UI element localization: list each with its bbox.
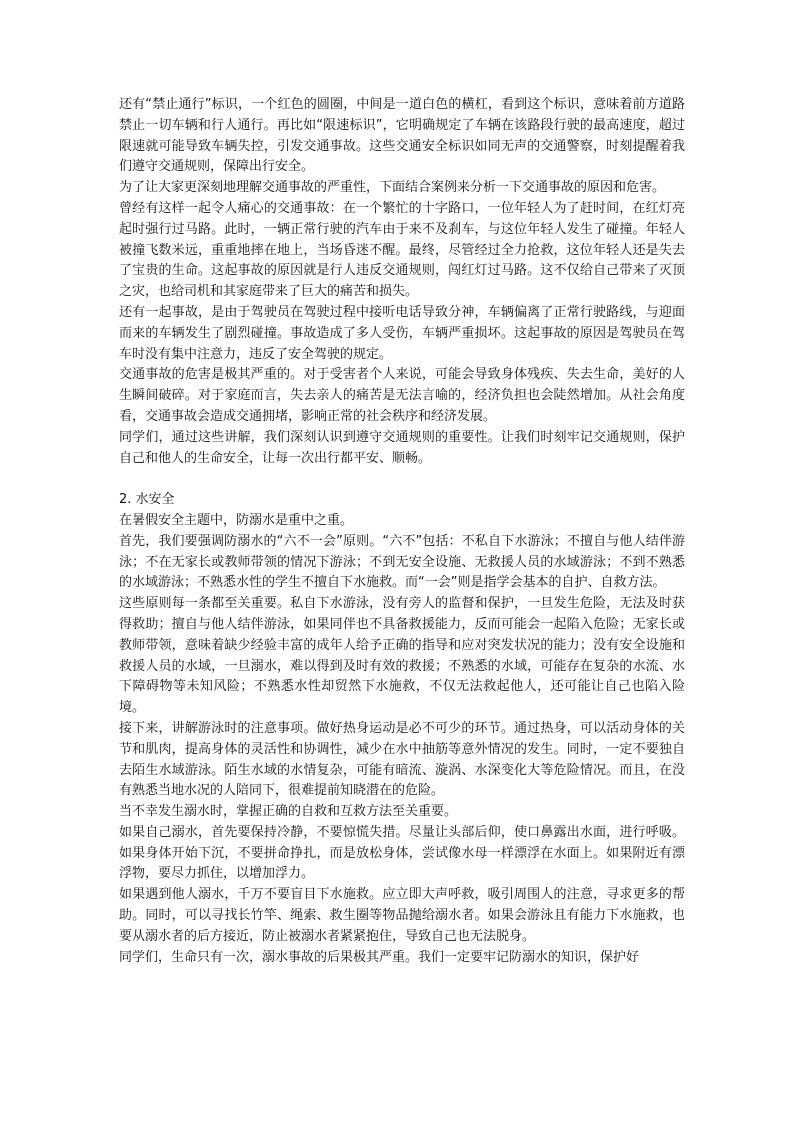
paragraph-case-red-light: 曾经有这样一起令人痛心的交通事故：在一个繁忙的十字路口，一位年轻人为了赶时间，在红灯亮起时强行过马路。此时，一辆正常行驶的汽车由于来不及刹车，与这位年轻人发生了碰撞。年轻人被撞飞数米远，重重地摔在地上，当场昏迷不醒。最终，尽管经过全力抢救，这位年轻人还是失去了宝贵的生命。这起事故的原因就是行人违反交通规则，闯红灯过马路。这不仅给自己带来了灭顶之灾，也给司机和其家庭带来了巨大的痛苦和损失。 [119, 200, 685, 300]
paragraph-self-rescue: 如果自己溺水，首先要保持冷静，不要惊慌失措。尽量让头部后仰，使口鼻露出水面，进行呼吸。如果身体开始下沉，不要拼命挣扎，而是放松身体，尝试像水母一样漂浮在水面上。如果附近有漂浮物，要尽力抓住，以增加浮力。 [119, 824, 685, 882]
section-heading-water-safety: 2. 水安全 [119, 492, 175, 508]
paragraph-swimming-precautions: 接下来，讲解游泳时的注意事项。做好热身运动是必不可少的环节。通过热身，可以活动身体的关节和肌肉，提高身体的灵活性和协调性，减少在水中抽筋等意外情况的发生。同时，一定不要独自去陌生水域游泳。陌生水域的水情复杂，可能有暗流、漩涡、水深变化大等危险情况。而且，在没有熟悉当地水况的人陪同下，很难提前知晓潜在的危险。 [119, 720, 685, 799]
paragraph-case-intro: 为了让大家更深刻地理解交通事故的严重性，下面结合案例来分析一下交通事故的原因和危害。 [119, 180, 666, 196]
paragraph-water-conclusion: 同学们，生命只有一次，溺水事故的后果极其严重。我们一定要牢记防溺水的知识，保护好 [119, 949, 640, 965]
section-spacer [119, 469, 685, 490]
paragraph-rescue-intro: 当不幸发生溺水时，掌握正确的自救和互救方法至关重要。 [119, 804, 458, 820]
paragraph-case-phone-distraction: 还有一起事故，是由于驾驶员在驾驶过程中接听电话导致分神，车辆偏离了正常行驶路线，与迎面而来的车辆发生了剧烈碰撞。事故造成了多人受伤，车辆严重损坏。这起事故的原因是驾驶员在驾车时没有集中注意力，违反了安全驾驶的规定。 [119, 304, 685, 362]
paragraph-accident-harm: 交通事故的危害是极其严重的。对于受害者个人来说，可能会导致身体残疾、失去生命，美好的人生瞬间破碎。对于家庭而言，失去亲人的痛苦是无法言喻的，经济负担也会陡然增加。从社会角度看，交通事故会造成交通拥堵，影响正常的社会秩序和经济发展。 [119, 367, 685, 424]
paragraph-drowning-priority: 在暑假安全主题中，防溺水是重中之重。 [119, 512, 354, 528]
paragraph-traffic-conclusion: 同学们，通过这些讲解，我们深刻认识到遵守交通规则的重要性。让我们时刻牢记交通规则，保护自己和他人的生命安全，让每一次出行都平安、顺畅。 [119, 429, 685, 466]
paragraph-six-no-one-can: 首先，我们要强调防溺水的“六不一会”原则。“六不”包括：不私自下水游泳；不擅自与他人结伴游泳；不在无家长或教师带领的情况下游泳；不到无安全设施、无救援人员的水域游泳；不到不熟悉的水域游泳；不熟悉水性的学生不擅自下水施救。而“一会”则是指学会基本的自护、自救方法。 [119, 533, 685, 591]
paragraph-principles-explained: 这些原则每一条都至关重要。私自下水游泳，没有旁人的监督和保护，一旦发生危险，无法及时获得救助；擅自与他人结伴游泳，如果同伴也不具备救援能力，反而可能会一起陷入危险；无家长或教师带领，意味着缺少经验丰富的成年人给予正确的指导和应对突发状况的能力；没有安全设施和救援人员的水域，一旦溺水，难以得到及时有效的救援；不熟悉的水域，可能存在复杂的水流、水下障碍物等未知风险；不熟悉水性却贸然下水施救，不仅无法救起他人，还可能让自己也陷入险境。 [119, 596, 685, 716]
document-page [119, 95, 685, 968]
paragraph-mutual-rescue: 如果遇到他人溺水，千万不要盲目下水施救。应立即大声呼救，吸引周围人的注意，寻求更多的帮助。同时，可以寻找长竹竿、绳索、救生圈等物品抛给溺水者。如果会游泳且有能力下水施救，也要从溺水者的后方接近，防止被溺水者紧紧抱住，导致自己也无法脱身。 [119, 887, 685, 944]
paragraph-traffic-signs: 还有“禁止通行”标识，一个红色的圆圈，中间是一道白色的横杠，看到这个标识，意味着前方道路禁止一切车辆和行人通行。再比如“限速标识”，它明确规定了车辆在该路段行驶的最高速度，超过限速就可能导致车辆失控，引发交通事故。这些交通安全标识如同无声的交通警察，时刻提醒着我们遵守交通规则，保障出行安全。 [119, 97, 685, 175]
